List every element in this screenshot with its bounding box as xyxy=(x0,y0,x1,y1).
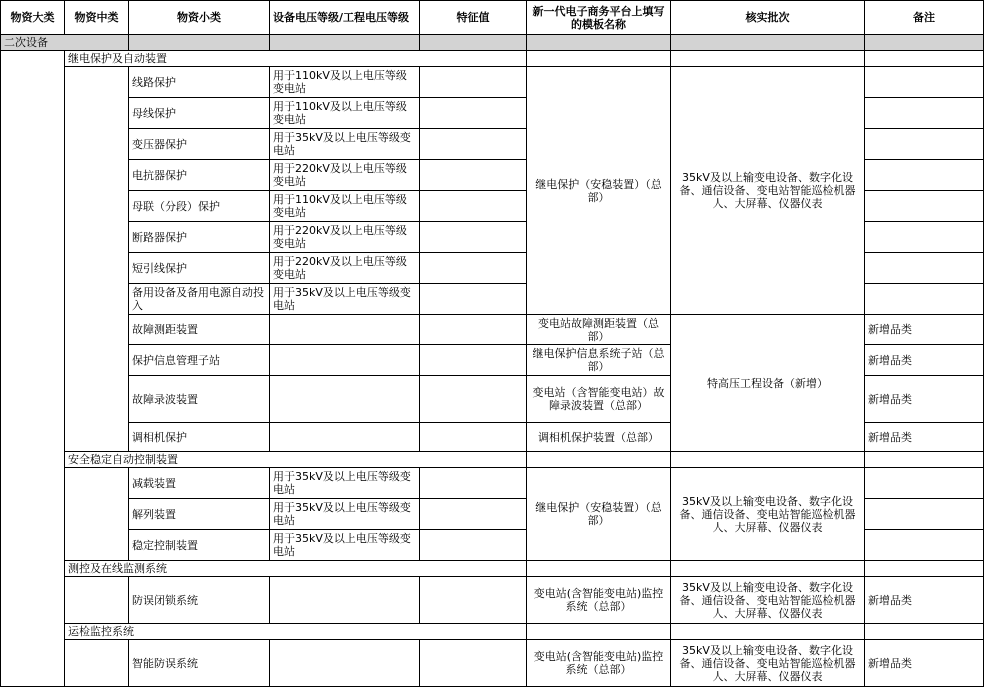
voltage-cell: 用于220kV及以上电压等级变电站 xyxy=(270,160,420,191)
voltage-cell: 用于35kV及以上电压等级变电站 xyxy=(270,530,420,561)
mid-category-row xyxy=(1,624,984,640)
template-cell: 继电保护（安稳装置）（总部） xyxy=(527,67,671,315)
small-category: 母线保护 xyxy=(129,98,270,129)
small-category: 电抗器保护 xyxy=(129,160,270,191)
header-row xyxy=(1,1,984,35)
table-row xyxy=(1,468,984,499)
voltage-cell: 用于35kV及以上电压等级变电站 xyxy=(270,499,420,530)
small-category: 调相机保护 xyxy=(129,423,270,452)
small-category: 智能防误系统 xyxy=(129,640,270,687)
template-cell: 继电保护（安稳装置）（总部） xyxy=(527,468,671,561)
template-cell: 变电站(含智能变电站)监控系统（总部） xyxy=(527,577,671,624)
mid-category-row xyxy=(1,561,984,577)
header-cell: 物资大类 xyxy=(1,1,65,35)
batch-cell: 35kV及以上输变电设备、数字化设备、通信设备、变电站智能巡检机器人、大屏幕、仪器仪表 xyxy=(671,468,865,561)
voltage-cell: 用于220kV及以上电压等级变电站 xyxy=(270,222,420,253)
small-category: 防误闭锁系统 xyxy=(129,577,270,624)
category-row xyxy=(1,35,984,51)
template-cell: 变电站(含智能变电站)监控系统（总部） xyxy=(527,640,671,687)
header-cell: 设备电压等级/工程电压等级 xyxy=(270,1,420,35)
batch-cell: 35kV及以上输变电设备、数字化设备、通信设备、变电站智能巡检机器人、大屏幕、仪器仪表 xyxy=(671,640,865,687)
header-cell: 核实批次 xyxy=(671,1,865,35)
small-category: 故障录波装置 xyxy=(129,376,270,423)
small-category: 断路器保护 xyxy=(129,222,270,253)
small-category: 保护信息管理子站 xyxy=(129,345,270,376)
small-category: 解列装置 xyxy=(129,499,270,530)
big-category-blank xyxy=(1,51,65,687)
voltage-cell: 用于35kV及以上电压等级变电站 xyxy=(270,129,420,160)
batch-cell: 35kV及以上输变电设备、数字化设备、通信设备、变电站智能巡检机器人、大屏幕、仪器仪表 xyxy=(671,67,865,315)
header-cell: 物资小类 xyxy=(129,1,270,35)
note-cell: 新增品类 xyxy=(865,345,984,376)
note-cell: 新增品类 xyxy=(865,640,984,687)
voltage-cell: 用于110kV及以上电压等级变电站 xyxy=(270,191,420,222)
header-cell: 特征值 xyxy=(420,1,527,35)
mid-category: 测控及在线监测系统 xyxy=(65,561,527,577)
template-cell: 变电站故障测距装置（总部） xyxy=(527,315,671,345)
header-cell: 新一代电子商务平台上填写的模板名称 xyxy=(527,1,671,35)
batch-cell: 特高压工程设备（新增） xyxy=(671,315,865,452)
small-category: 稳定控制装置 xyxy=(129,530,270,561)
template-cell: 变电站（含智能变电站）故障录波装置（总部） xyxy=(527,376,671,423)
small-category: 短引线保护 xyxy=(129,253,270,284)
voltage-cell: 用于220kV及以上电压等级变电站 xyxy=(270,253,420,284)
template-cell: 继电保护信息系统子站（总部） xyxy=(527,345,671,376)
mid-category-row xyxy=(1,452,984,468)
template-cell: 调相机保护装置（总部） xyxy=(527,423,671,452)
voltage-cell: 用于35kV及以上电压等级变电站 xyxy=(270,468,420,499)
table-row xyxy=(1,577,984,624)
mid-category: 运检监控系统 xyxy=(65,624,527,640)
table-row xyxy=(1,640,984,687)
small-category: 故障测距装置 xyxy=(129,315,270,345)
note-cell: 新增品类 xyxy=(865,577,984,624)
table-row xyxy=(1,67,984,98)
mid-category: 安全稳定自动控制装置 xyxy=(65,452,527,468)
header-cell: 备注 xyxy=(865,1,984,35)
batch-cell: 35kV及以上输变电设备、数字化设备、通信设备、变电站智能巡检机器人、大屏幕、仪器仪表 xyxy=(671,577,865,624)
small-category: 变压器保护 xyxy=(129,129,270,160)
mid-category: 继电保护及自动装置 xyxy=(65,51,527,67)
note-cell: 新增品类 xyxy=(865,423,984,452)
small-category: 母联（分段）保护 xyxy=(129,191,270,222)
small-category: 备用设备及备用电源自动投入 xyxy=(129,284,270,315)
voltage-cell: 用于35kV及以上电压等级变电站 xyxy=(270,284,420,315)
voltage-cell: 用于110kV及以上电压等级变电站 xyxy=(270,67,420,98)
small-category: 线路保护 xyxy=(129,67,270,98)
category-big: 二次设备 xyxy=(1,35,129,51)
voltage-cell: 用于110kV及以上电压等级变电站 xyxy=(270,98,420,129)
note-cell: 新增品类 xyxy=(865,315,984,345)
header-cell: 物资中类 xyxy=(65,1,129,35)
small-category: 减载装置 xyxy=(129,468,270,499)
table-row xyxy=(1,315,984,345)
note-cell: 新增品类 xyxy=(865,376,984,423)
mid-category-row xyxy=(1,51,984,67)
